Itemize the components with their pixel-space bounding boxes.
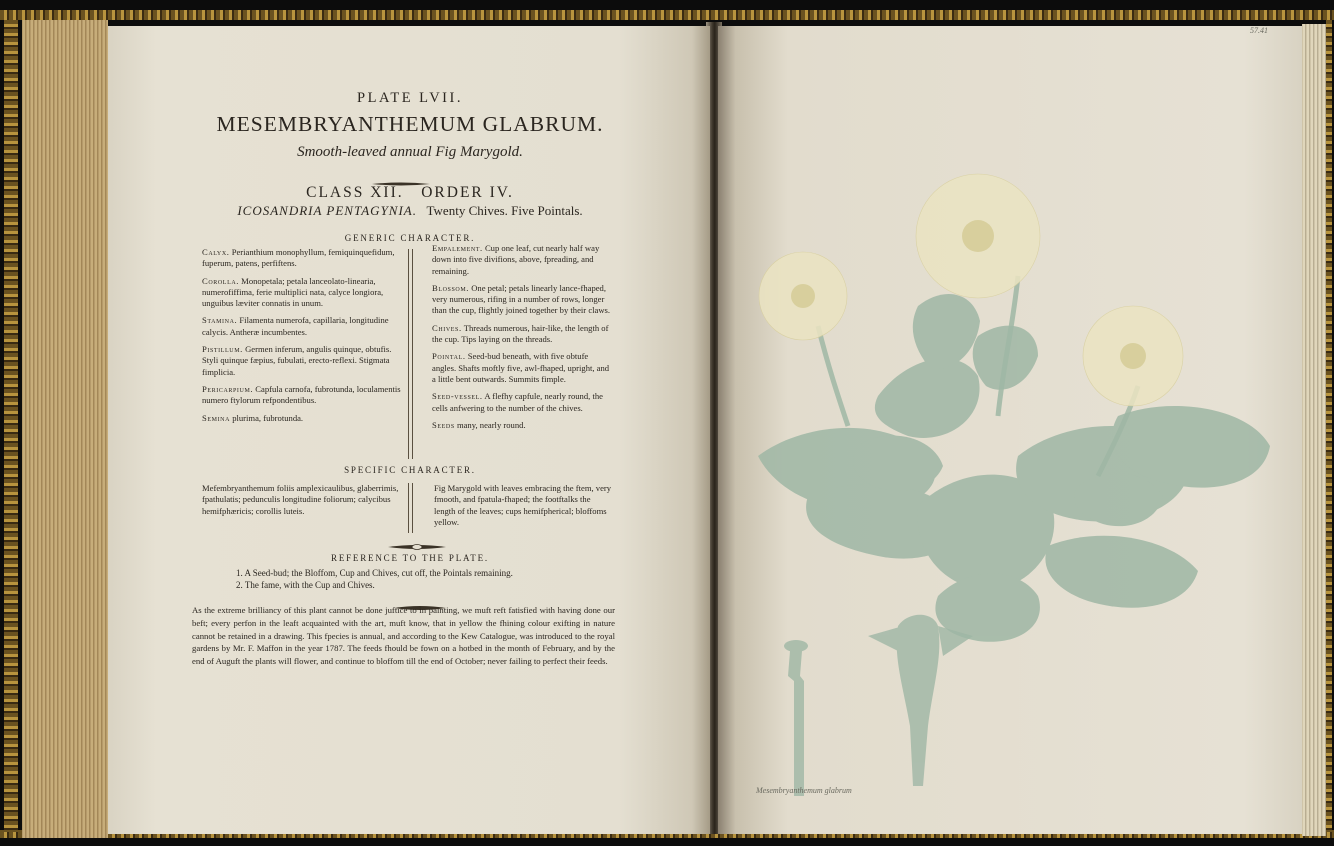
generic-heading: GENERIC CHARACTER. (344, 233, 476, 243)
entry-term: Stamina. (202, 315, 238, 326)
corner-number: 57.41 (1250, 26, 1268, 35)
entry-term: Seed-vessel. (432, 391, 483, 402)
reference-item: 2. The fame, with the Cup and Chives. (236, 580, 375, 590)
entry-term: Pericarpium. (202, 383, 254, 394)
character-entry (418, 243, 614, 277)
top-gilt-border (0, 10, 1334, 20)
entry-text: plurima, fubrotunda. (232, 412, 304, 423)
entry-term: Blossom. (432, 282, 470, 293)
entry-text: One petal; petals linearly lance-fhaped, very numerous, rifing in a number of rows, longer than the cup, flightly joined together by their claws. (432, 282, 611, 316)
character-entry (418, 351, 614, 385)
entry-term: Seeds (432, 419, 455, 430)
character-entry (418, 391, 614, 414)
page-title: MESEMBRYANTHEMUM GLABRUM. (216, 112, 604, 136)
plate-caption: Mesembryanthemum glabrum (756, 786, 852, 795)
entry-text: Capfula carnofa, fubrotunda, loculamentis numero ftylorum refpondentibus. (202, 383, 401, 406)
entry-text: Germen inferum, angulis quinque, obtufis. Styli quinque fæpius, fubulati, erecto-reflexi. Stigmata fimplicia. (202, 344, 392, 377)
reference-list (236, 567, 616, 591)
entry-term: Semina (202, 412, 231, 423)
entry-text: Filamenta numerofa, capillaria, longitudine calycis. Antheræ incumbentes. (202, 315, 389, 337)
character-entry (188, 247, 402, 270)
character-entry (418, 420, 614, 431)
right-gilt-border (1326, 20, 1332, 832)
class-order: CLASS XII. ORDER IV. (306, 184, 514, 201)
leaf-cluster (758, 294, 1270, 642)
specific-heading: SPECIFIC CHARACTER. (344, 465, 476, 475)
detail-figures (784, 615, 973, 796)
entry-text: Threads numerous, hair-like, the length of the cup. Tips laying on the threads. (432, 322, 609, 345)
column-rule (408, 483, 409, 533)
column-rule (412, 249, 413, 459)
entry-term: Pointal. (432, 351, 466, 362)
entry-text: A flefhy capfule, nearly round, the cells anfwering to the number of the chives. (432, 391, 603, 413)
entry-term: Chives. (432, 322, 462, 333)
character-entry (188, 276, 402, 310)
plate-number: PLATE LVII. (357, 90, 463, 106)
reference-item: 1. A Seed-bud; the Bloffom, Cup and Chives, cut off, the Pointals remaining. (236, 568, 513, 578)
reference-heading: REFERENCE TO THE PLATE. (331, 553, 489, 563)
class-english: Twenty Chives. Five Pointals. (426, 203, 583, 218)
character-entry (418, 283, 614, 317)
specific-latin-text: Mefembryanthemum foliis amplexicaulibus, glaberrimis, fpathulatis; pedunculis longitudine foliorum; calycibus hemifphæricis; corollis luteis. (202, 483, 399, 516)
class-line (110, 203, 710, 219)
title-ornament (372, 173, 430, 177)
class-latin: ICOSANDRIA PENTAGYNIA. (237, 203, 417, 218)
generic-english-column (418, 243, 614, 437)
page-subtitle: Smooth-leaved annual Fig Marygold. (297, 144, 523, 160)
entry-text: Monopetala; petala lanceolato-linearia, numerofiffima, ferie multiplici nata, calyce longiora, unguibus læviter connatis in unum. (202, 275, 384, 309)
right-page-edges (1302, 24, 1326, 836)
left-gilt-border (4, 20, 18, 832)
section-ornament (388, 538, 446, 546)
entry-text: many, nearly round. (456, 419, 526, 430)
entry-term: Calyx. (202, 247, 230, 257)
entry-term: Pistillum. (202, 344, 243, 355)
entry-text: Perianthium monophyllum, femiquinquefidum, fuperum, patens, perfiftens. (202, 247, 395, 269)
botanical-illustration (718, 26, 1302, 834)
character-entry (418, 323, 614, 346)
entry-text: Cup one leaf, cut nearly half way down into five divifions, above, fpreading, and remaining. (432, 243, 600, 276)
character-entry (188, 344, 402, 378)
column-rule (412, 483, 413, 533)
character-entry (188, 413, 402, 424)
left-page-edges (22, 20, 108, 838)
specific-latin (188, 483, 400, 523)
entry-term: Corolla. (202, 275, 240, 286)
character-entry (188, 315, 402, 338)
generic-latin-column (188, 247, 402, 430)
entry-term: Empalement. (432, 243, 483, 253)
entry-text: Seed-bud beneath, with five obtufe angles. Shafts moftly five, awl-fhaped, upright, and a little bent outwards. Summits fimple. (432, 351, 610, 384)
specific-english-text: Fig Marygold with leaves embracing the ftem, very fmooth, and fpatula-fhaped; the footftalks the length of the leaves; cups hemifpherical; bloffoms yellow. (434, 483, 612, 527)
body-paragraph: As the extreme brilliancy of this plant cannot be done juftice to in painting, we muft reft fatisfied with having done our beft; every perfon in the leaft acquainted with the art, muft know, that in yellow the fhining colour exifting in nature cannot be retained in a drawing. This fpecies is annual, and according to the Kew Catalogue, was introduced to the royal gardens by Mr. F. Maffon in the year 1787. The feeds fhould be fown on a hotbed in the month of February, and by the end of Auguft the plants will flower, and continue to bloffom till the end of October; never failing to perfect their feeds. (192, 605, 615, 667)
character-entry (188, 384, 402, 407)
specific-english (420, 483, 614, 534)
column-rule (408, 249, 409, 459)
